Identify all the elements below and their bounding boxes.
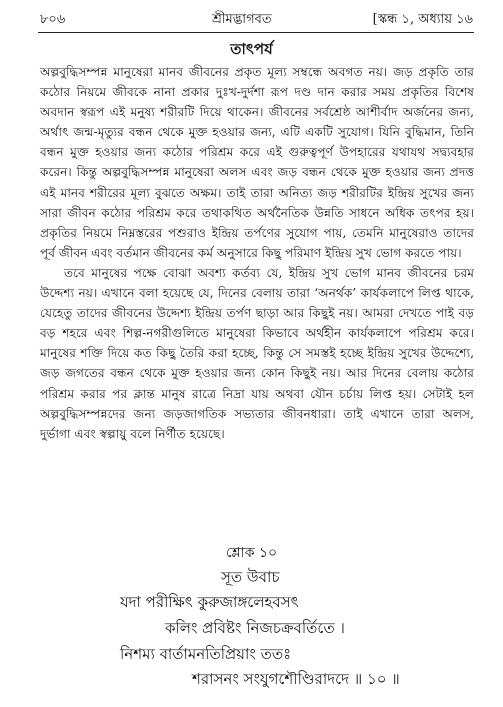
book-title: শ্রীমদ্ভাগবত xyxy=(212,12,272,27)
verse-line: নিশম্য বার্তামনতিপ্রিয়াং ততঃ xyxy=(120,645,292,663)
canto-chapter-label: [স্কন্ধ ১, অধ্যায় ১৬ xyxy=(372,12,473,27)
verse-line: যদা পরীক্ষিৎ কুরুজাঙ্গলেহবসৎ xyxy=(120,593,299,611)
purport-body xyxy=(40,62,474,444)
running-header xyxy=(0,10,503,32)
verse-number-heading: শ্লোক ১০ xyxy=(225,545,278,561)
purport-paragraph: অল্পবুদ্ধিসম্পন্ন মানুষেরা মানব জীবনের প্রকৃত মূল্য সম্বন্ধে অবগত নয়। জড় প্রকৃতি তার কঠোর নিয়মে জীবকে নানা প্রকার দুঃখ-দুর্দশা রূপ দণ্ড দান করার সময় প্রকৃতির বিশেষ অবদান স্বরূপ এই মনুষ্য শরীরটি দিয়ে থাকেন। জীবনের সর্বশ্রেষ্ঠ আশীর্বাদ অর্জনের জন্য, অর্থাৎ জন্ম-মৃত্যুর বন্ধন থেকে মুক্ত হওয়ার জন্য, এটি একটি সুযোগ। যিনি বুদ্ধিমান, তিনি বন্ধন মুক্ত হওয়ার জন্য কঠোর পরিশ্রম করে এই গুরুত্বপূর্ণ উপহারের যথাযথ সদ্ব্যবহার করেন। কিন্তু অল্পবুদ্ধিসম্পন্ন মানুষেরা অলস এবং জড় বন্ধন থেকে মুক্ত হওয়ার জন্য প্রদত্ত এই মানব শরীরের মূল্য বুঝতে অক্ষম। তাই তারা অনিত্য জড় শরীরটির ইন্দ্রিয় সুখের জন্য সারা জীবন কঠোর পরিশ্রম করে তথাকথিত অর্থনৈতিক উন্নতি সাধনে অধিক তৎপর হয়। প্রকৃতির নিয়মে নিম্নস্তরের পশুরাও ইন্দ্রিয় তর্পণের সুযোগ পায়, তেমনি মানুষেরাও তাদের পূর্ব জীবন এবং বর্তমান জীবনের কর্ম অনুসারে কিছু পরিমাণ ইন্দ্রিয় সুখ ভোগ করতে পায়। xyxy=(40,65,474,260)
header-rule xyxy=(38,32,474,33)
verse-line: শরাসনং সংযুগশৌণ্ডিরাদদে ॥ ১০ ॥ xyxy=(192,670,400,688)
verse-line: সূত উবাচ xyxy=(221,568,280,586)
purport-paragraph: তবে মানুষের পক্ষে বোঝা অবশ্য কর্তব্য যে, ইন্দ্রিয় সুখ ভোগ মানব জীবনের চরম উদ্দেশ্য নয়। এখানে বলা হয়েছে যে, দিনের বেলায় তারা ‘অনর্থক’ কার্যকলাপে লিপ্ত থাকে, যেহেতু তাদের জীবনের উদ্দেশ্য ইন্দ্রিয় তর্পণ ছাড়া আর কিছুই নয়। আমরা দেখতে পাই বড় বড় শহরে এবং শিল্প-নগরীগুলিতে মানুষেরা কিভাবে অর্থহীন কার্যকলাপে পরিশ্রম করে। মানুষের শক্তি দিয়ে কত কিছু তৈরি করা হচ্ছে, কিন্তু সে সমস্তই হচ্ছে ইন্দ্রিয় সুখের উদ্দেশ্যে, জড় জগতের বন্ধন থেকে মুক্ত হওয়ার জন্য কোন কিছুই নয়। আর দিনের বেলায় কঠোর পরিশ্রম করার পর ক্লান্ত মানুষ রাত্রে নিদ্রা যায় অথবা যৌন চর্চায় লিপ্ত হয়। সেটাই হল অল্পবুদ্ধিসম্পন্নদের জন্য জড়জাগতিক সভ্যতার জীবনধারা। তাই এখানে তারা অলস, দুর্ভাগা এবং স্বল্পায়ু বলে নির্ণীত হয়েছে। xyxy=(40,265,474,441)
verse-line: কলিং প্রবিষ্টং নিজচক্রবর্তিতে । xyxy=(165,619,345,637)
purport-heading: তাৎপর্য xyxy=(230,40,273,58)
page-number: ৮০৬ xyxy=(40,12,66,27)
